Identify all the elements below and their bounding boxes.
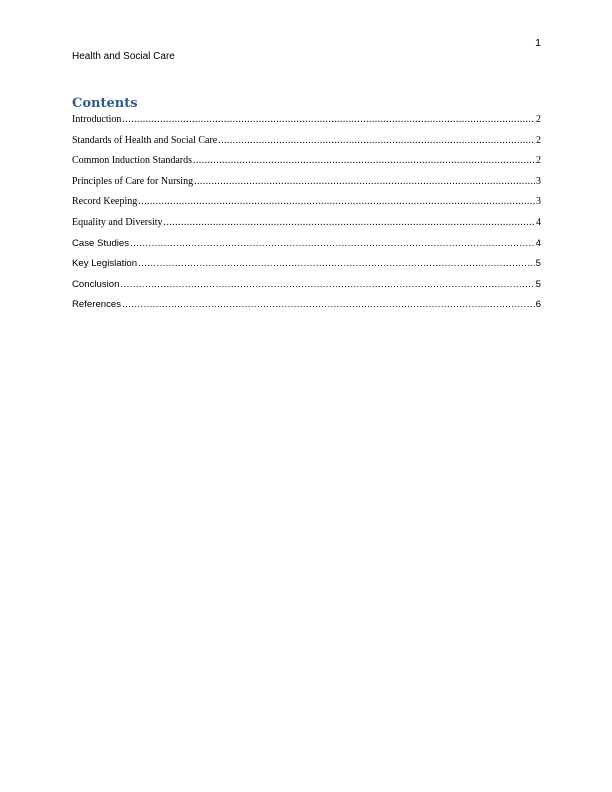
dot-leader [122, 114, 535, 125]
dot-leader [164, 217, 535, 228]
toc-entry-record-keeping[interactable] [72, 196, 541, 217]
toc-entry-conclusion[interactable] [72, 279, 541, 300]
toc-entry-title: Key Legislation [72, 258, 138, 270]
toc-entry-title: References [72, 299, 122, 311]
toc-entry-common-induction[interactable] [72, 155, 541, 176]
toc-entry-page: 2 [536, 134, 541, 146]
toc-heading: Contents [72, 96, 138, 111]
toc-entry-title: Equality and Diversity [72, 216, 163, 228]
table-of-contents [72, 114, 541, 320]
toc-entry-page: 4 [536, 216, 541, 228]
toc-entry-page: 2 [536, 155, 541, 167]
toc-entry-title: Principles of Care for Nursing [72, 175, 194, 187]
dot-leader [138, 258, 535, 269]
dot-leader [130, 238, 535, 249]
toc-entry-title: Common Induction Standards [72, 155, 192, 167]
toc-entry-introduction[interactable] [72, 114, 541, 135]
toc-entry-page: 6 [535, 299, 541, 311]
toc-entry-title: Conclusion [72, 278, 120, 290]
dot-leader [194, 176, 535, 187]
dot-leader [193, 155, 535, 166]
toc-entry-page: 2 [536, 114, 541, 125]
toc-entry-page: 5 [535, 278, 541, 290]
dot-leader [138, 196, 535, 207]
toc-entry-page: 3 [536, 175, 541, 187]
dot-leader [120, 279, 534, 290]
toc-entry-references[interactable] [72, 299, 541, 320]
dot-leader [122, 299, 535, 310]
toc-entry-page: 5 [535, 258, 541, 270]
toc-entry-page: 3 [536, 196, 541, 208]
toc-entry-key-legislation[interactable] [72, 258, 541, 279]
toc-entry-principles[interactable] [72, 176, 541, 197]
toc-entry-title: Standards of Health and Social Care [72, 134, 218, 146]
dot-leader [218, 135, 535, 146]
toc-entry-title: Case Studies [72, 237, 130, 249]
toc-entry-case-studies[interactable] [72, 238, 541, 259]
toc-entry-title: Record Keeping [72, 196, 138, 208]
toc-entry-title: Introduction [72, 114, 122, 125]
toc-entry-equality[interactable] [72, 217, 541, 238]
running-header: Health and Social Care [72, 51, 175, 62]
toc-entry-page: 4 [535, 237, 541, 249]
page-number: 1 [535, 37, 541, 49]
toc-entry-standards[interactable] [72, 135, 541, 156]
